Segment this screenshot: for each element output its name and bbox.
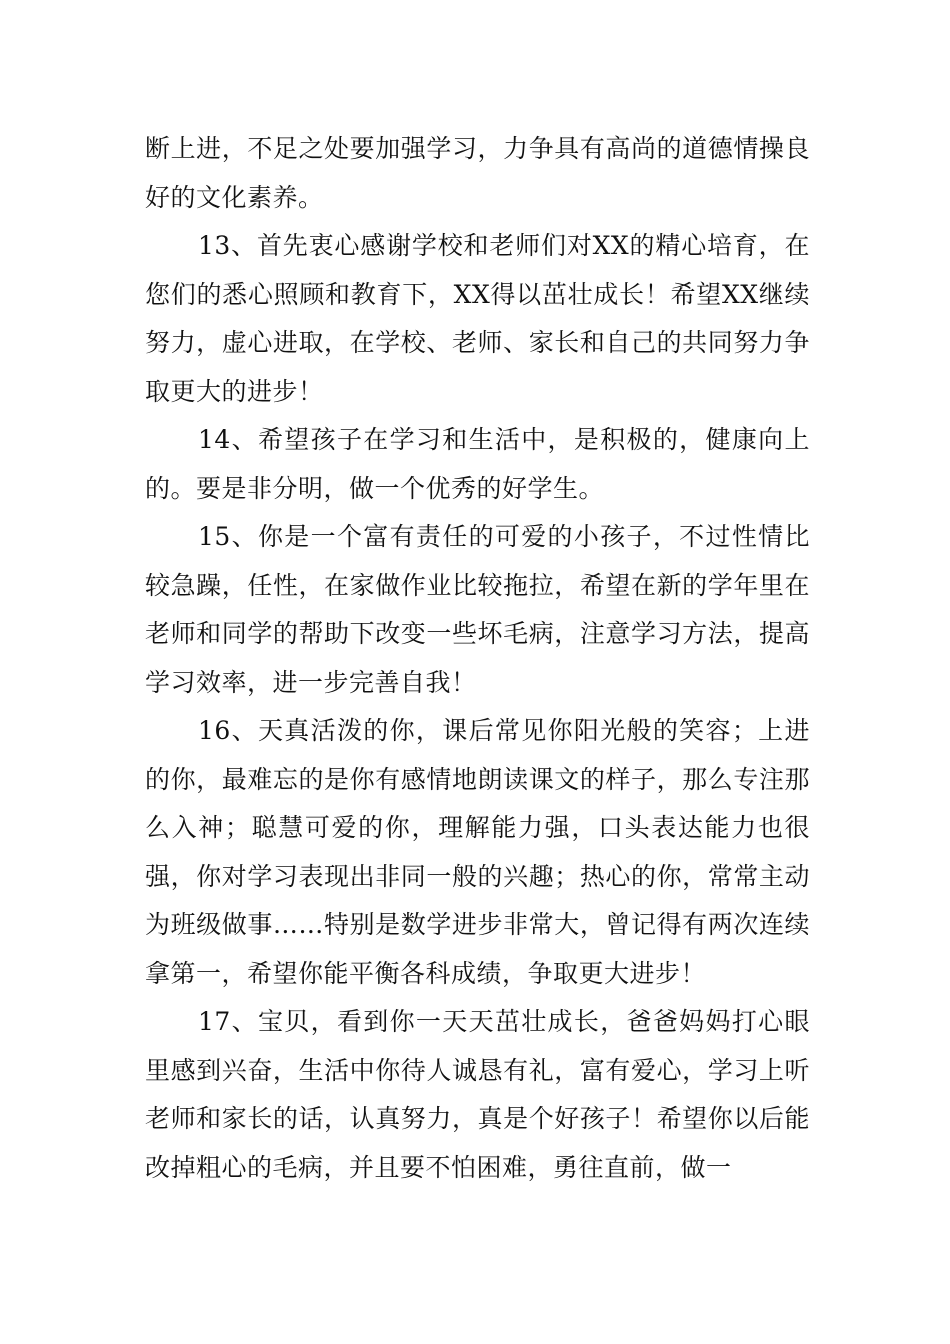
paragraph-16: 16、天真活泼的你，课后常见你阳光般的笑容；上进的你，最难忘的是你有感情地朗读课文的样子，那么专注那么入神；聪慧可爱的你，理解能力强，口头表达能力也很强，你对学习表现出非同一般的兴趣；热心的你，常常主动为班级做事……特别是数学进步非常大，曾记得有两次连续拿第一，希望你能平衡各科成绩，争取更大进步！ [145,716,810,988]
document-body [145,125,810,1192]
paragraph-14: 14、希望孩子在学习和生活中，是积极的，健康向上的。要是非分明，做一个优秀的好学生。 [145,425,810,503]
paragraph-continuation: 断上进，不足之处要加强学习，力争具有高尚的道德情操良好的文化素养。 [145,134,810,212]
paragraph-13: 13、首先衷心感谢学校和老师们对XX的精心培育，在您们的悉心照顾和教育下，XX得以茁壮成长！希望XX继续努力，虚心进取，在学校、老师、家长和自己的共同努力争取更大的进步！ [145,231,810,406]
paragraph-15: 15、你是一个富有责任的可爱的小孩子，不过性情比较急躁，任性，在家做作业比较拖拉，希望在新的学年里在老师和同学的帮助下改变一些坏毛病，注意学习方法，提高学习效率，进一步完善自我！ [145,522,810,697]
paragraph-17: 17、宝贝，看到你一天天茁壮成长，爸爸妈妈打心眼里感到兴奋，生活中你待人诚恳有礼，富有爱心，学习上听老师和家长的话，认真努力，真是个好孩子！希望你以后能改掉粗心的毛病，并且要不怕困难，勇往直前，做一 [145,1007,810,1182]
